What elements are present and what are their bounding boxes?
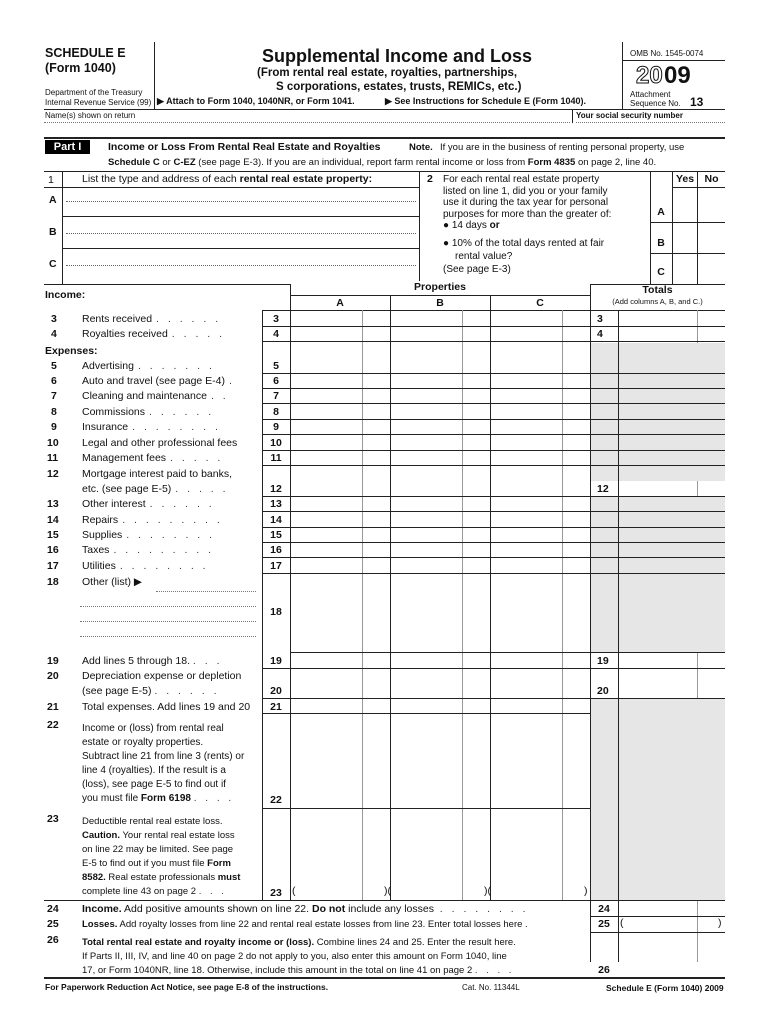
department-label: Department of the Treasury	[45, 88, 143, 97]
line-box: 5	[273, 360, 279, 372]
line20-label: Depreciation expense or depletion	[82, 670, 242, 682]
line2-question: For each rental real estate property listed on line 1, did you or your family use it during the tax year for personal purposes for more than the greater of: ● 14 days or	[443, 174, 612, 231]
column-a-header: A	[336, 297, 344, 309]
line1-label: List the type and address of each rental real estate property:	[82, 173, 373, 185]
line-number: 10	[47, 437, 59, 449]
line-label: Taxes . . . . . . . . .	[82, 544, 215, 556]
no-checkboxes[interactable]	[697, 188, 725, 284]
form-subtitle-1: (From rental real estate, royalties, partnerships,	[257, 67, 518, 79]
line-number: 4	[51, 328, 57, 340]
property-row-label: C	[49, 258, 57, 270]
line19-label: Add lines 5 through 18. . . .	[82, 655, 223, 667]
line23-label: Deductible rental real estate loss. Caution. Your rental real estate loss on line 22 may be limited. See page E-5 to find out if you must file Form 8582. Real estate professionals must complete line 43 on page 2 . . .	[82, 816, 241, 897]
name-input[interactable]	[44, 122, 570, 123]
line-label: Other interest . . . . . .	[82, 498, 215, 510]
line-number: 9	[51, 421, 57, 433]
line-number: 15	[47, 529, 59, 541]
paren-close-open: )(	[384, 885, 391, 897]
total-box: 19	[597, 655, 609, 667]
line-number: 12	[47, 468, 59, 480]
line-number: 8	[51, 406, 57, 418]
paren-open: (	[292, 885, 296, 897]
line-box: 21	[270, 701, 282, 713]
line-number: 25	[47, 918, 59, 930]
amount-input[interactable]	[291, 497, 589, 511]
q2-row-label: C	[657, 266, 665, 278]
amount-input[interactable]	[291, 327, 589, 341]
line-box: 22	[270, 794, 282, 806]
yes-header: Yes	[675, 173, 695, 185]
amount-input[interactable]	[291, 543, 589, 557]
other-expense-input[interactable]	[156, 591, 256, 592]
ssn-input[interactable]	[576, 122, 725, 123]
schedule-label: SCHEDULE E	[45, 46, 126, 60]
total-box: 12	[597, 483, 609, 495]
line-label: Commissions . . . . . .	[82, 406, 215, 418]
line-box: 20	[270, 685, 282, 697]
line-box: 3	[273, 313, 279, 325]
line-label: Advertising . . . . . . .	[82, 360, 215, 372]
amount-input[interactable]	[291, 420, 589, 434]
line-number: 26	[47, 934, 59, 946]
tax-year-suffix: 09	[664, 62, 691, 89]
tax-year-prefix: 20	[636, 62, 663, 89]
total-input[interactable]	[619, 482, 724, 496]
amount-input[interactable]	[291, 528, 589, 542]
attachment-label: Attachment	[630, 90, 671, 99]
line25-label: Losses. Add royalty losses from line 22 and rental real estate losses from line 23. Enter total losses here .	[82, 919, 528, 930]
column-b-header: B	[436, 297, 444, 309]
amount-input[interactable]	[291, 482, 589, 496]
paren-close: )	[718, 917, 722, 929]
line-box: 8	[273, 406, 279, 418]
total-input[interactable]	[619, 327, 724, 341]
other-expense-input[interactable]	[80, 606, 256, 607]
part-instructions: Schedule C or C-EZ (see page E-3). If you are an individual, report farm rental income or loss from Form 4835 on page 2, line 40.	[108, 157, 657, 168]
line-label: Rents received . . . . . .	[82, 313, 222, 325]
paren-close: )	[584, 885, 588, 897]
income-heading: Income:	[45, 289, 86, 301]
line-number: 3	[51, 313, 57, 325]
line-box: 16	[270, 544, 282, 556]
line-box: 9	[273, 421, 279, 433]
property-c-address[interactable]	[66, 265, 416, 266]
line-label: Other (list) ▶	[82, 576, 142, 588]
line-box: 23	[270, 887, 282, 899]
amount-input[interactable]	[291, 389, 589, 403]
irs-label: Internal Revenue Service (99)	[45, 98, 152, 107]
line-box: 11	[270, 452, 282, 464]
form-title: Supplemental Income and Loss	[262, 46, 533, 66]
line22-label: Income or (loss) from rental real estate or royalty properties. Subtract line 21 from line 3 (rents) or line 4 (royalties). If the result is a (loss), see page E-5 to find out if you must file Form 6198 . . . .	[82, 723, 245, 804]
line-label: Cleaning and maintenance . .	[82, 390, 229, 402]
line21-label: Total expenses. Add lines 19 and 20	[82, 701, 251, 713]
no-header: No	[704, 173, 719, 185]
line-box: 25	[598, 918, 610, 930]
line-label: Supplies . . . . . . . .	[82, 529, 216, 541]
line-label: etc. (see page E-5) . . . . .	[82, 483, 229, 495]
line-number: 17	[47, 560, 59, 572]
paren-close-open: )(	[484, 885, 491, 897]
total-input[interactable]	[619, 312, 724, 326]
line-label: Mortgage interest paid to banks,	[82, 468, 233, 480]
line-number: 20	[47, 670, 59, 682]
form-subtitle-2: S corporations, estates, trusts, REMICs, etc.)	[276, 81, 522, 93]
property-row-label: B	[49, 226, 57, 238]
other-expense-input[interactable]	[80, 636, 256, 637]
total-box: 20	[597, 685, 609, 697]
line-number: 21	[47, 701, 59, 713]
property-row-label: A	[49, 194, 57, 206]
yes-checkboxes[interactable]	[672, 188, 697, 284]
amount-input[interactable]	[291, 559, 589, 573]
amount-input[interactable]	[291, 374, 589, 388]
names-label: Name(s) shown on return	[45, 111, 136, 120]
line-label: Repairs . . . . . . . . .	[82, 514, 223, 526]
line-box: 4	[273, 328, 279, 340]
see-instructions: ▶ See Instructions for Schedule E (Form 1040).	[385, 96, 586, 106]
line-box: 13	[270, 498, 282, 510]
amount-input[interactable]	[291, 513, 589, 527]
line-number: 22	[47, 719, 59, 731]
ssn-label: Your social security number	[576, 111, 683, 120]
line-label: Auto and travel (see page E-4) .	[82, 375, 235, 387]
omb-number: OMB No. 1545-0074	[630, 49, 704, 58]
other-expense-input[interactable]	[80, 621, 256, 622]
line-box: 18	[270, 606, 282, 618]
line-box: 6	[273, 375, 279, 387]
line-box: 10	[270, 437, 282, 449]
schedule-footer: Schedule E (Form 1040) 2009	[606, 983, 724, 993]
attach-instruction: ▶ Attach to Form 1040, 1040NR, or Form 1041.	[157, 96, 355, 106]
sequence-label: Sequence No.	[630, 99, 681, 108]
line-number: 6	[51, 375, 57, 387]
line24-label: Income. Add positive amounts shown on line 22. Do not include any losses . . . . . . . .	[82, 903, 529, 915]
line-label: Utilities . . . . . . . .	[82, 560, 209, 572]
line-box: 26	[598, 964, 610, 976]
properties-heading: Properties	[290, 281, 590, 293]
line-number: 19	[47, 655, 59, 667]
column-c-header: C	[536, 297, 544, 309]
line20-label: (see page E-5) . . . . . .	[82, 685, 220, 697]
amount-input[interactable]	[291, 436, 589, 450]
line-number: 18	[47, 576, 59, 588]
property-b-address[interactable]	[66, 233, 416, 234]
line-number: 13	[47, 498, 59, 510]
line-box: 12	[270, 483, 282, 495]
line-number: 2	[427, 173, 433, 185]
expenses-heading: Expenses:	[45, 345, 98, 357]
line26-label: Total rental real estate and royalty income or (loss). Combine lines 24 and 25. Enter the result here. If Parts II, III, IV, and line 40 on page 2 do not apply to you, also enter this amount on Form 1040, line 17, or Form 1040NR, line 18. Otherwise, include this amount in the total on line 41 on page 2 . . . .	[82, 937, 516, 976]
line-label: Legal and other professional fees	[82, 437, 238, 449]
paperwork-notice: For Paperwork Reduction Act Notice, see page E-8 of the instructions.	[45, 982, 329, 992]
paren-open: (	[620, 917, 624, 929]
line-number: 16	[47, 544, 59, 556]
amount-input[interactable]	[291, 451, 589, 465]
line-box: 19	[270, 655, 282, 667]
line-number: 7	[51, 390, 57, 402]
line-label: Royalties received . . . . .	[82, 328, 226, 340]
part-tag: Part I	[45, 140, 90, 154]
line-label: Management fees . . . . .	[82, 452, 224, 464]
line-number: 24	[47, 903, 59, 915]
part-title: Income or Loss From Rental Real Estate and Royalties	[108, 141, 381, 153]
q2-row-label: B	[657, 237, 665, 249]
line-number: 1	[48, 174, 54, 186]
line-box: 7	[273, 390, 279, 402]
sequence-number: 13	[690, 95, 704, 109]
totals-subheading: (Add columns A, B, and C.)	[612, 297, 703, 306]
line-box: 24	[598, 903, 610, 915]
line-box: 14	[270, 514, 282, 526]
note-label: Note.	[409, 142, 433, 153]
line-number: 5	[51, 360, 57, 372]
line-number: 11	[47, 452, 59, 464]
line2-question-b: ● 10% of the total days rented at fair rental value? (See page E-3)	[443, 238, 605, 275]
note-text: If you are in the business of renting personal property, use	[440, 142, 685, 153]
line-number: 23	[47, 813, 59, 825]
line-label: Insurance . . . . . . . .	[82, 421, 221, 433]
catalog-number: Cat. No. 11344L	[462, 983, 520, 992]
amount-input[interactable]	[291, 405, 589, 419]
line-box: 17	[270, 560, 282, 572]
totals-heading: Totals	[642, 284, 673, 296]
amount-input[interactable]	[291, 312, 589, 326]
property-a-address[interactable]	[66, 201, 416, 202]
total-box: 4	[597, 328, 603, 340]
total-box: 3	[597, 313, 603, 325]
amount-input[interactable]	[291, 359, 589, 373]
line-number: 14	[47, 514, 59, 526]
line-box: 15	[270, 529, 282, 541]
form-label: (Form 1040)	[45, 61, 116, 75]
q2-row-label: A	[657, 206, 665, 218]
